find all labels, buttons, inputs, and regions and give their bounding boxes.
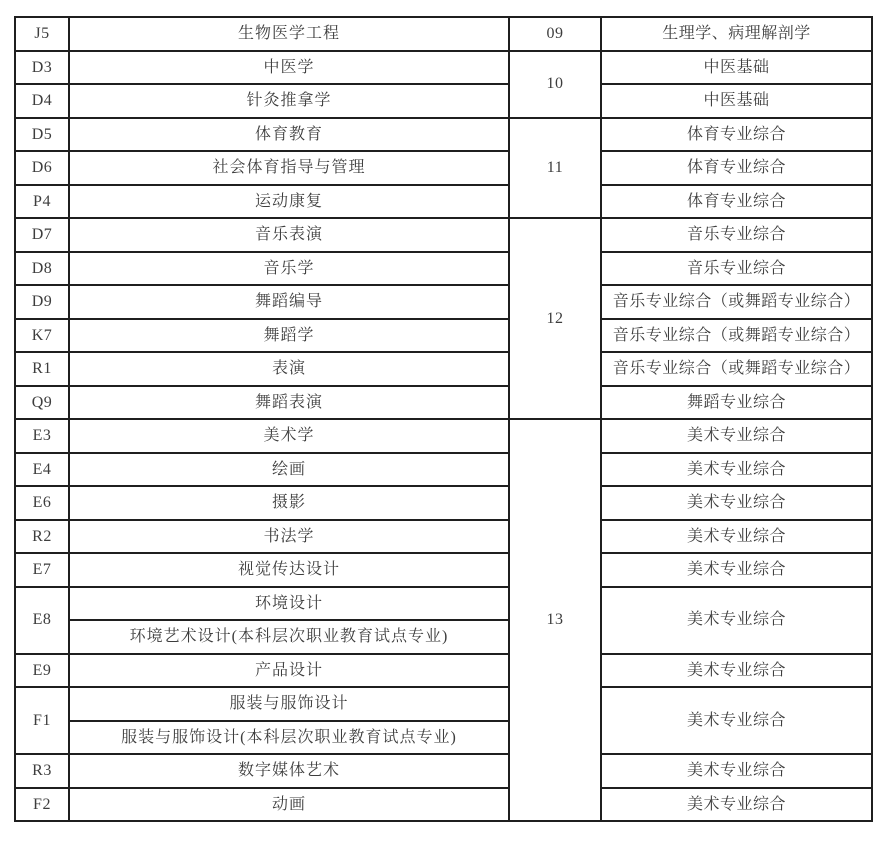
exam-cell: 美术专业综合 xyxy=(601,587,872,654)
major-cell: 美术学 xyxy=(69,419,509,453)
code-cell: E6 xyxy=(15,486,69,520)
table-row xyxy=(15,218,872,252)
group-cell: 12 xyxy=(509,218,601,419)
table-row xyxy=(15,252,872,286)
code-cell: E3 xyxy=(15,419,69,453)
exam-cell: 中医基础 xyxy=(601,51,872,85)
exam-cell: 美术专业综合 xyxy=(601,453,872,487)
exam-cell: 体育专业综合 xyxy=(601,151,872,185)
code-cell: E8 xyxy=(15,587,69,654)
code-cell: D7 xyxy=(15,218,69,252)
major-cell: 书法学 xyxy=(69,520,509,554)
major-cell: 绘画 xyxy=(69,453,509,487)
table-row xyxy=(15,453,872,487)
table-row xyxy=(15,151,872,185)
code-cell: Q9 xyxy=(15,386,69,420)
exam-cell: 美术专业综合 xyxy=(601,687,872,754)
major-cell: 摄影 xyxy=(69,486,509,520)
code-cell: R3 xyxy=(15,754,69,788)
code-cell: E4 xyxy=(15,453,69,487)
major-cell: 动画 xyxy=(69,788,509,822)
code-cell: F2 xyxy=(15,788,69,822)
exam-cell: 音乐专业综合（或舞蹈专业综合） xyxy=(601,285,872,319)
table-row xyxy=(15,553,872,587)
exam-cell: 音乐专业综合（或舞蹈专业综合） xyxy=(601,352,872,386)
code-cell: E7 xyxy=(15,553,69,587)
table-row xyxy=(15,185,872,219)
major-cell: 运动康复 xyxy=(69,185,509,219)
major-cell: 视觉传达设计 xyxy=(69,553,509,587)
exam-cell: 音乐专业综合 xyxy=(601,252,872,286)
group-cell: 11 xyxy=(509,118,601,219)
code-cell: J5 xyxy=(15,17,69,51)
major-cell: 环境艺术设计(本科层次职业教育试点专业) xyxy=(69,620,509,654)
exam-cell: 音乐专业综合（或舞蹈专业综合） xyxy=(601,319,872,353)
exam-cell: 美术专业综合 xyxy=(601,520,872,554)
exam-cell: 美术专业综合 xyxy=(601,419,872,453)
code-cell: F1 xyxy=(15,687,69,754)
table-row xyxy=(15,486,872,520)
exam-cell: 美术专业综合 xyxy=(601,754,872,788)
table-row xyxy=(15,17,872,51)
major-cell: 环境设计 xyxy=(69,587,509,621)
code-cell: K7 xyxy=(15,319,69,353)
table-row xyxy=(15,84,872,118)
group-cell: 09 xyxy=(509,17,601,51)
exam-cell: 美术专业综合 xyxy=(601,486,872,520)
exam-cell: 体育专业综合 xyxy=(601,118,872,152)
major-cell: 针灸推拿学 xyxy=(69,84,509,118)
major-cell: 表演 xyxy=(69,352,509,386)
major-cell: 音乐学 xyxy=(69,252,509,286)
major-cell: 服装与服饰设计 xyxy=(69,687,509,721)
major-cell: 舞蹈表演 xyxy=(69,386,509,420)
table-row xyxy=(15,118,872,152)
exam-cell: 生理学、病理解剖学 xyxy=(601,17,872,51)
table-row xyxy=(15,51,872,85)
table-row xyxy=(15,587,872,621)
table-row xyxy=(15,285,872,319)
major-cell: 舞蹈编导 xyxy=(69,285,509,319)
table-row xyxy=(15,687,872,721)
major-cell: 数字媒体艺术 xyxy=(69,754,509,788)
code-cell: D3 xyxy=(15,51,69,85)
exam-cell: 美术专业综合 xyxy=(601,553,872,587)
major-cell: 中医学 xyxy=(69,51,509,85)
table-row xyxy=(15,386,872,420)
group-cell: 10 xyxy=(509,51,601,118)
exam-cell: 美术专业综合 xyxy=(601,788,872,822)
major-cell: 产品设计 xyxy=(69,654,509,688)
major-cell: 生物医学工程 xyxy=(69,17,509,51)
major-cell: 体育教育 xyxy=(69,118,509,152)
major-cell: 舞蹈学 xyxy=(69,319,509,353)
admission-exam-subject-table xyxy=(14,16,873,822)
code-cell: D8 xyxy=(15,252,69,286)
table-row xyxy=(15,754,872,788)
table-row xyxy=(15,352,872,386)
code-cell: D5 xyxy=(15,118,69,152)
table-row xyxy=(15,520,872,554)
code-cell: R1 xyxy=(15,352,69,386)
code-cell: D9 xyxy=(15,285,69,319)
table-row xyxy=(15,654,872,688)
table-row xyxy=(15,788,872,822)
code-cell: D6 xyxy=(15,151,69,185)
table-container xyxy=(14,16,873,822)
table-body xyxy=(15,17,872,821)
exam-cell: 美术专业综合 xyxy=(601,654,872,688)
group-cell: 13 xyxy=(509,419,601,821)
code-cell: D4 xyxy=(15,84,69,118)
exam-cell: 音乐专业综合 xyxy=(601,218,872,252)
code-cell: R2 xyxy=(15,520,69,554)
exam-cell: 舞蹈专业综合 xyxy=(601,386,872,420)
major-cell: 服装与服饰设计(本科层次职业教育试点专业) xyxy=(69,721,509,755)
major-cell: 音乐表演 xyxy=(69,218,509,252)
exam-cell: 体育专业综合 xyxy=(601,185,872,219)
major-cell: 社会体育指导与管理 xyxy=(69,151,509,185)
table-row xyxy=(15,419,872,453)
code-cell: P4 xyxy=(15,185,69,219)
code-cell: E9 xyxy=(15,654,69,688)
exam-cell: 中医基础 xyxy=(601,84,872,118)
table-row xyxy=(15,319,872,353)
